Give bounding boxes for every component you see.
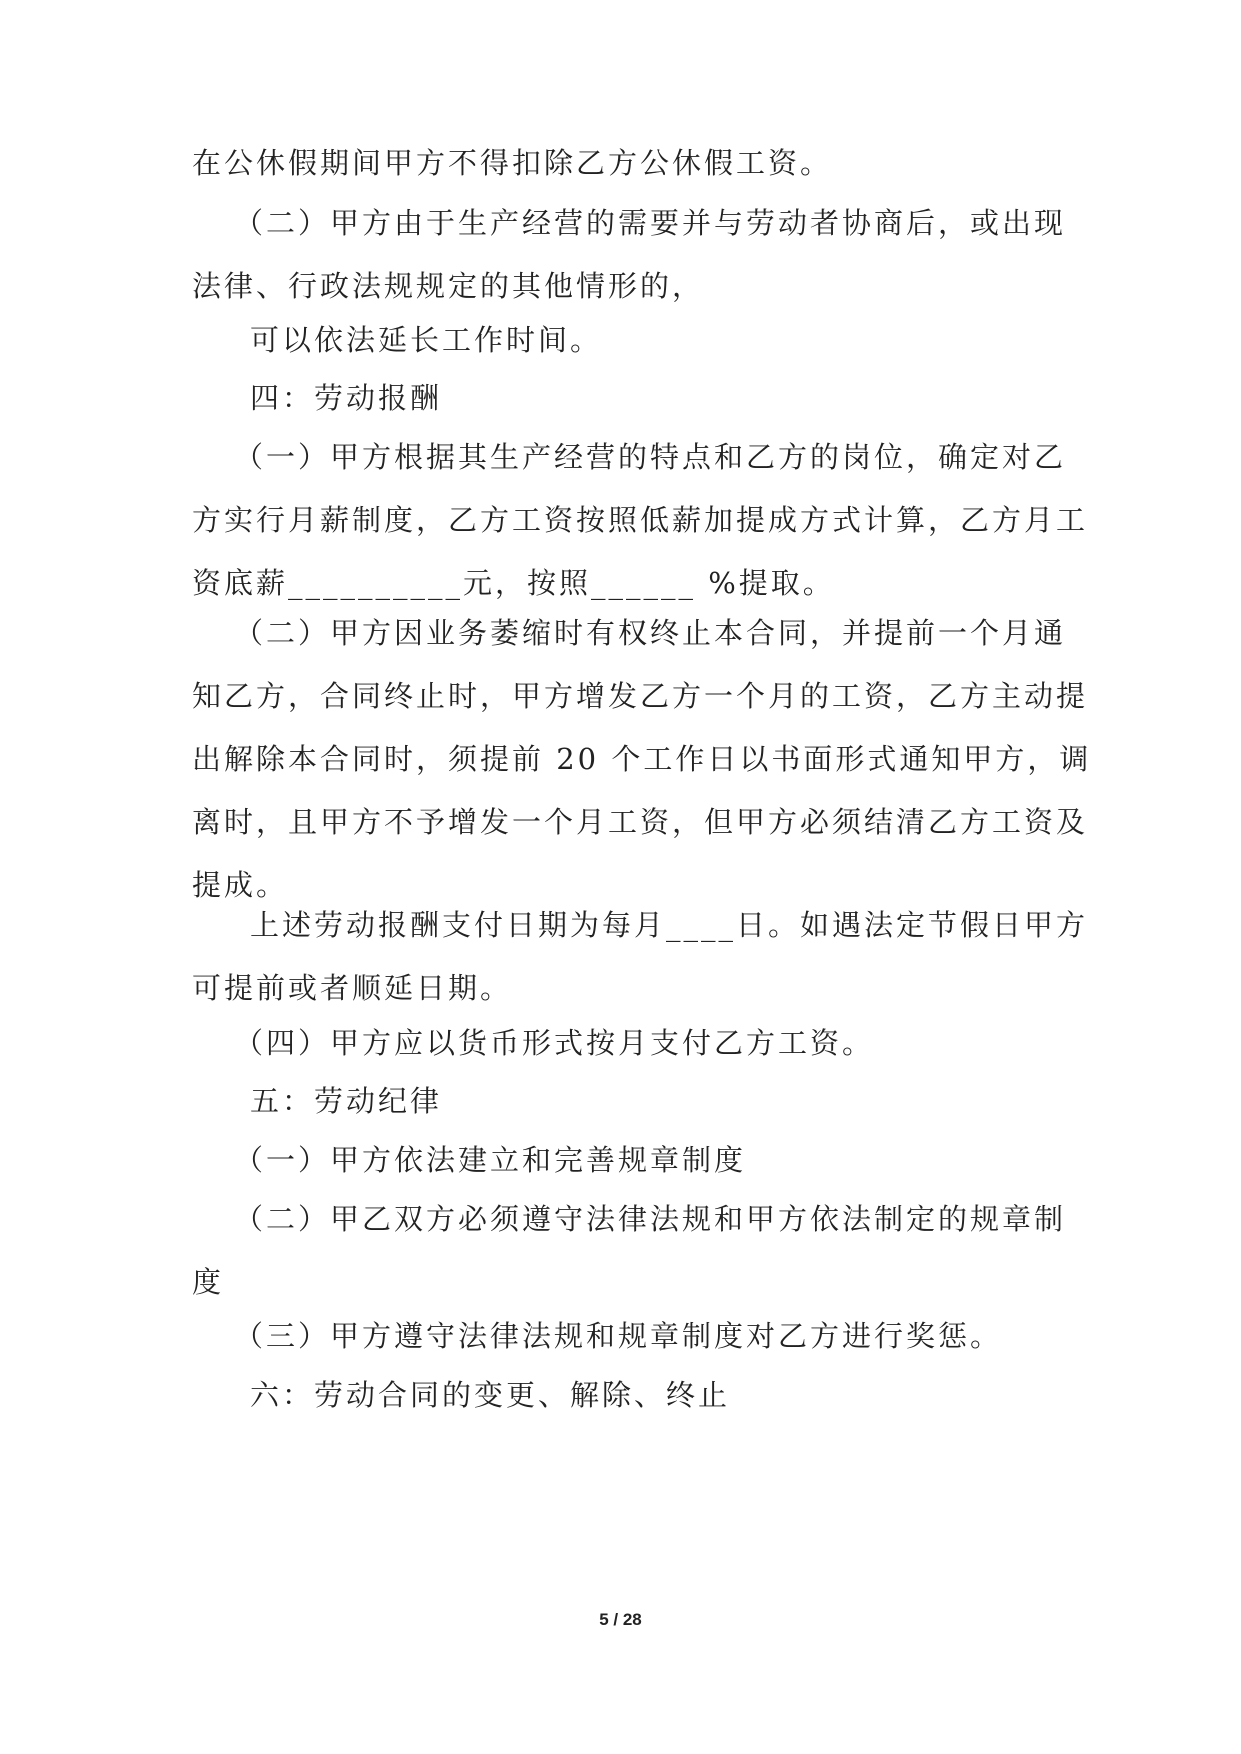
paragraph-holiday-pay [192, 132, 1052, 195]
text-line: （四）甲方应以货币形式按月支付乙方工资。 [234, 1026, 875, 1060]
text-line: 出解除本合同时，须提前 20 个工作日以书面形式通知甲方，调 [192, 742, 1092, 776]
text-line: 可提前或者顺延日期。 [192, 971, 513, 1005]
paragraph-overtime-conditions [192, 192, 1067, 318]
page-number: 5 / 28 [599, 1610, 642, 1629]
text-line: 四：劳动报酬 [250, 381, 443, 415]
text-line: 上述劳动报酬支付日期为每月____日。如遇法定节假日甲方 [250, 908, 1089, 942]
text-line: （一）甲方依法建立和完善规章制度 [234, 1143, 747, 1177]
section-heading-discipline [192, 1070, 1052, 1133]
text-line: 资底薪__________元，按照______ %提取。 [192, 566, 835, 600]
text-line: （一）甲方根据其生产经营的特点和乙方的岗位，确定对乙 [234, 440, 1067, 474]
text-line: 五：劳动纪律 [250, 1084, 443, 1118]
text-line: 知乙方，合同终止时，甲方增发乙方一个月的工资，乙方主动提 [192, 679, 1089, 713]
section-heading-remuneration [192, 367, 1052, 430]
paragraph-rules-comply [192, 1188, 1067, 1314]
text-line: （二）甲乙双方必须遵守法律法规和甲方依法制定的规章制 [234, 1202, 1067, 1236]
text-line: 在公休假期间甲方不得扣除乙方公休假工资。 [192, 146, 833, 180]
text-line: 法律、行政法规规定的其他情形的， [192, 269, 705, 303]
paragraph-payment-date [192, 894, 1089, 1020]
paragraph-currency-payment [192, 1012, 1052, 1075]
text-line: （三）甲方遵守法律法规和规章制度对乙方进行奖惩。 [234, 1319, 1003, 1353]
paragraph-rules-establish [192, 1129, 1052, 1192]
paragraph-monthly-salary [192, 426, 1089, 615]
text-line: （二）甲方由于生产经营的需要并与劳动者协商后，或出现 [234, 206, 1067, 240]
text-line: 离时，且甲方不予增发一个月工资，但甲方必须结清乙方工资及 [192, 805, 1089, 839]
paragraph-rewards-penalties [192, 1305, 1052, 1368]
text-line: 六：劳动合同的变更、解除、终止 [250, 1378, 731, 1412]
paragraph-extend-hours [192, 309, 1052, 372]
paragraph-contract-termination [192, 602, 1092, 917]
text-line: 方实行月薪制度，乙方工资按照低薪加提成方式计算，乙方月工 [192, 503, 1089, 537]
text-line: （二）甲方因业务萎缩时有权终止本合同，并提前一个月通 [234, 616, 1067, 650]
text-line: 提成。 [192, 868, 289, 902]
text-line: 度 [192, 1265, 225, 1299]
section-heading-contract-change [192, 1364, 1052, 1427]
text-line: 可以依法延长工作时间。 [250, 323, 603, 357]
